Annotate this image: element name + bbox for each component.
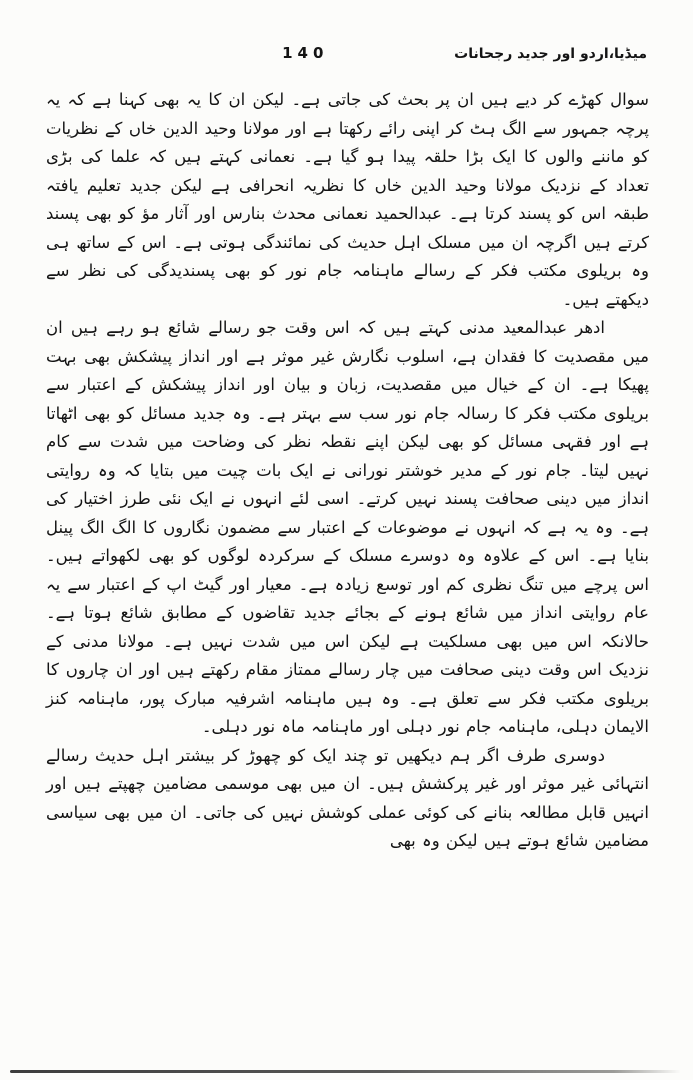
page-header xyxy=(46,42,649,72)
page-number: 140 xyxy=(282,44,329,62)
body-paragraph: دوسری طرف اگر ہم دیکھیں تو چند ایک کو چھوڑ کر بیشتر اہل حدیث رسالے انتہائی غیر موثر اور غیر پرکشش ہیں۔ ان میں بھی موسمی مضامین چھپتے ہیں اور انہیں قابل مطالعہ بنانے کی کوئی عملی کوشش نہیں کی جاتی۔ ان میں بھی سیاسی مضامین شائع ہوتے ہیں لیکن وہ بھی xyxy=(46,745,649,850)
body-paragraph: ادھر عبدالمعید مدنی کہتے ہیں کہ اس وقت جو رسالے شائع ہو رہے ہیں ان میں مقصدیت کا فقدان ہے، اسلوب نگارش غیر موثر ہے اور انداز پیشکش بھی بہت پھیکا ہے۔ ان کے خیال میں مقصدیت، زبان و بیان اور انداز پیشکش کے اعتبار سے بریلوی مکتب فکر کا رسالہ جام نور سب سے بہتر ہے۔ وہ جدید مسائل کو بھی اٹھاتا ہے اور فقہی مسائل کو بھی لیکن اپنے نقطہ نظر کی وضاحت میں شدت سے کام نہیں لیتا۔ جام نور کے مدیر خوشتر نورانی نے ایک بات چیت میں بتایا کہ وہ روایتی انداز میں دینی صحافت پسند نہیں کرتے۔ اسی لئے انہوں نے ایک نئی طرز اختیار کی ہے۔ وہ یہ ہے کہ انہوں نے موضوعات کے اعتبار سے مضمون نگاروں کا الگ الگ پینل بنایا ہے۔ اس کے علاوہ وہ دوسرے مسلک کے سرکردہ لوگوں کو بھی لکھواتے ہیں۔ اس پرچے میں تنگ نظری کم اور توسع زیادہ ہے۔ معیار اور گیٹ اپ کے اعتبار سے یہ عام روایتی انداز میں شائع ہونے کے بجائے جدید تقاضوں کے مطابق شائع ہوتا ہے۔ حالانکہ اس میں بھی مسلکیت ہے لیکن اس میں شدت نہیں ہے۔ مولانا مدنی کے نزدیک اس وقت دینی صحافت میں چار رسالے ممتاز مقام رکھتے ہیں اور ان چاروں کا بریلوی مکتب فکر سے تعلق ہے۔ وہ ہیں ماہنامہ اشرفیہ مبارک پور، ماہنامہ کنز الایمان دہلی، ماہنامہ جام نور دہلی اور ماہنامہ ماہ نور دہلی۔ xyxy=(46,318,649,736)
running-title: میڈیا،اردو اور جدید رجحانات xyxy=(454,46,647,62)
scan-edge-artifact xyxy=(10,1070,681,1073)
page-body xyxy=(46,86,649,856)
body-paragraph: سوال کھڑے کر دیے ہیں ان پر بحث کی جاتی ہے۔ لیکن ان کا یہ بھی کہنا ہے کہ یہ پرچہ جمہور سے الگ ہٹ کر اپنی رائے رکھتا ہے اور مولانا وحید الدین خاں کے نظریات کو ماننے والوں کا ایک بڑا حلقہ پیدا ہو گیا ہے۔ نعمانی کہتے ہیں کہ علما کی بڑی تعداد کے نزدیک مولانا وحید الدین خاں کا نظریہ انحرافی ہے لیکن جدید تعلیم یافتہ طبقہ اس کو پسند کرتا ہے۔ عبدالحمید نعمانی محدث بنارس اور آثار مؤ کو بھی پسند کرتے ہیں اگرچہ ان میں مسلک اہل حدیث کی نمائندگی ہوتی ہے۔ اس کے ساتھ ہی وہ بریلوی مکتب فکر کے رسالے ماہنامہ جام نور کو بھی پسندیدگی کی نظر سے دیکھتے ہیں۔ xyxy=(46,90,649,309)
